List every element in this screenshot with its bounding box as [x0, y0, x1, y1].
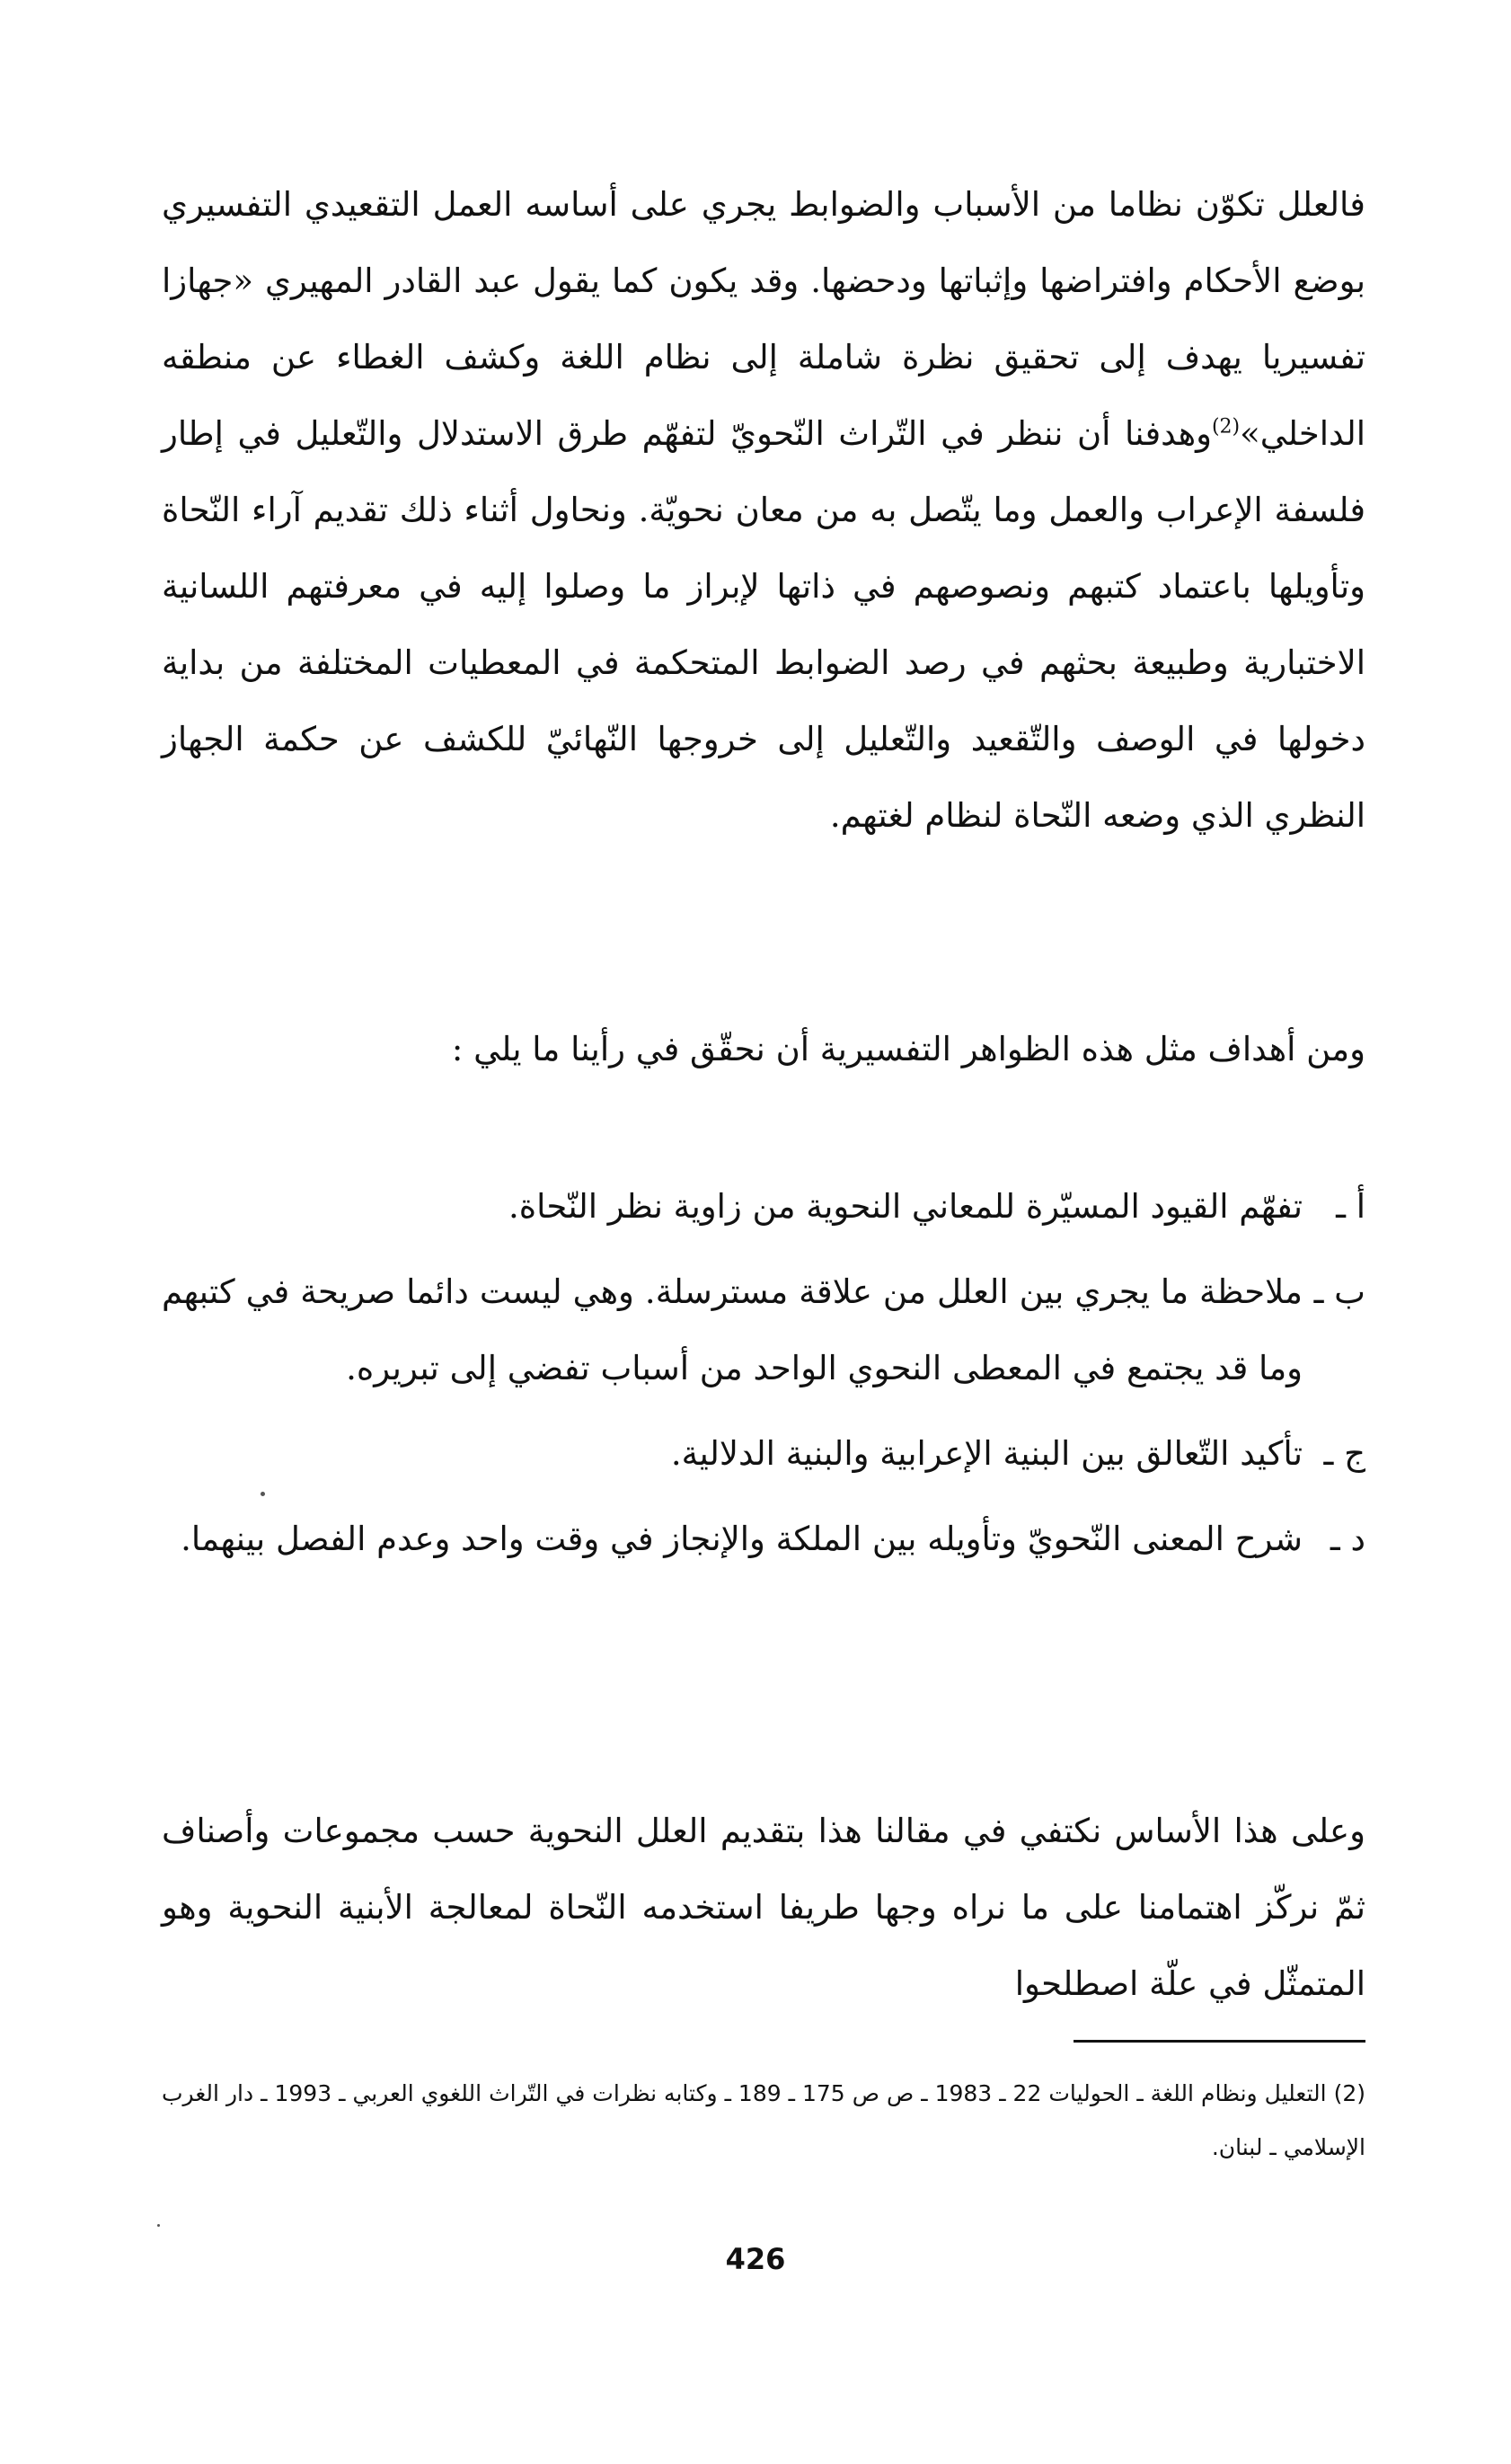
list-item-text: تفهّم القيود المسيّرة للمعاني النحوية من زاوية نظر النّحاة. — [508, 1187, 1303, 1226]
scan-speck — [157, 2224, 160, 2227]
paragraph-conclusion: وعلى هذا الأساس نكتفي في مقالنا هذا بتقديم العلل النحوية حسب مجموعات وأصناف ثمّ نركّز اهتمامنا على ما نراه وجها طريفا استخدمه النّحاة لمعالجة الأبنية النحوية وهو المتمثّل في علّة اصطلحوا — [162, 1812, 1365, 2003]
page-number: 426 — [725, 2242, 786, 2276]
list-item-text: تأكيد التّعالق بين البنية الإعرابية والبنية الدلالية. — [670, 1434, 1303, 1473]
list-item-text: ملاحظة ما يجري بين العلل من علاقة مسترسلة. وهي ليست دائما صريحة في كتبهم وما قد يجتمع في المعطى النحوي الواحد من أسباب تفضي إلى تبريره. — [162, 1272, 1303, 1387]
list-item — [162, 1168, 1365, 1245]
footnote: (2) التعليل ونظام اللغة ـ الحوليات 22 ـ 1983 ـ ص ص 175 ـ 189 ـ وكتابه نظرات في التّراث اللغوي العربي ـ 1993 ـ دار الغرب الإسلامي ـ لبنان. — [162, 2080, 1365, 2160]
list-marker: ب ـ — [1313, 1272, 1365, 1311]
footnote-divider — [1074, 2040, 1365, 2043]
list-item — [162, 1501, 1365, 1577]
scan-speck — [261, 1492, 265, 1496]
list-marker: ج ـ — [1323, 1434, 1365, 1473]
paragraph-intro — [162, 166, 1365, 854]
list-item — [162, 1415, 1365, 1492]
paragraph-intro-text-a: فالعلل تكوّن نظاما من الأسباب والضوابط يجري على أساسه العمل التقعيدي التفسيري بوضع الأحكام وافتراضها وإثباتها ودحضها. وقد يكون كما يقول عبد القادر المهيري «جهازا تفسيريا يهدف إلى تحقيق نظرة شاملة إلى نظام اللغة وكشف الغطاء عن منطقه الداخلي» — [162, 185, 1365, 453]
paragraph-goals-intro: ومن أهداف مثل هذه الظواهر التفسيرية أن نحقّق في رأينا ما يلي : — [451, 1030, 1365, 1068]
list-item-text: شرح المعنى النّحويّ وتأويله بين الملكة والإنجاز في وقت واحد وعدم الفصل بينهما. — [181, 1520, 1303, 1558]
goals-list — [162, 1168, 1365, 1577]
paragraph-intro-text-b: وهدفنا أن ننظر في التّراث النّحويّ لتفهّم طرق الاستدلال والتّعليل في إطار فلسفة الإعراب والعمل وما يتّصل به من معان نحويّة. ونحاول أثناء ذلك تقديم آراء النّحاة وتأويلها باعتماد كتبهم ونصوصهم في ذاتها لإبراز ما وصلوا إليه في معرفتهم اللسانية الاختبارية وطبيعة بحثهم في رصد الضوابط المتحكمة في المعطيات المختلفة من بداية دخولها في الوصف والتّقعيد والتّعليل إلى خروجها النّهائيّ للكشف عن حكمة الجهاز النظري الذي وضعه النّحاة لنظام لغتهم. — [162, 414, 1365, 835]
list-marker: د ـ — [1330, 1520, 1365, 1558]
list-marker: أ ـ — [1336, 1187, 1365, 1226]
footnote-reference: (2) — [1211, 415, 1241, 439]
list-item — [162, 1254, 1365, 1406]
